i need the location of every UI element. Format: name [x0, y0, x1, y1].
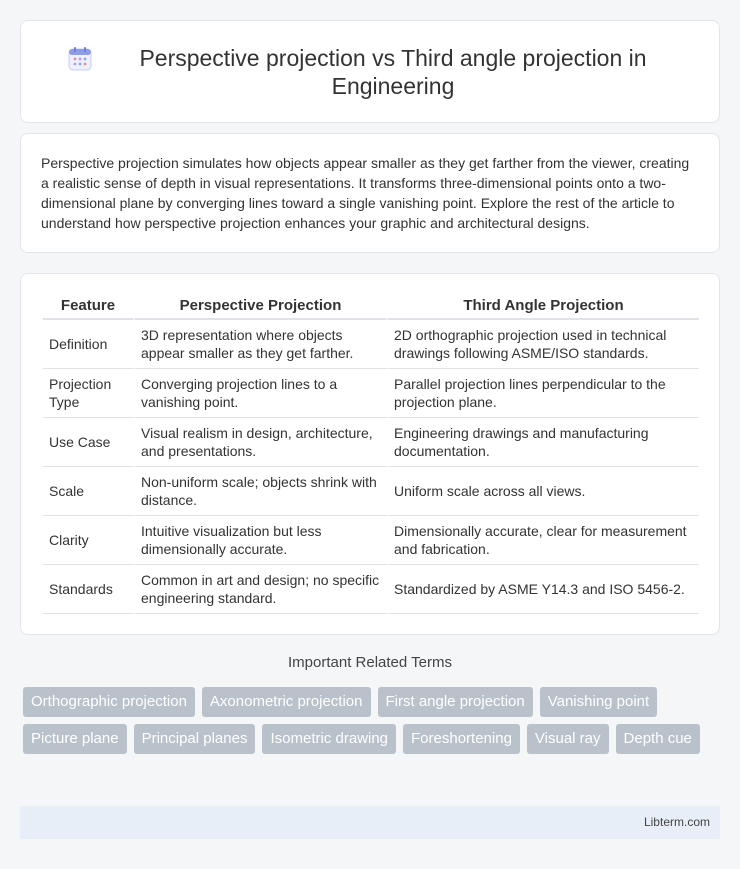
feature-cell: Clarity [43, 516, 135, 565]
column-header-feature: Feature [43, 294, 135, 320]
intro-card [20, 133, 720, 253]
perspective-cell: 3D representation where objects appear smaller as they get farther. [135, 320, 388, 369]
third-angle-cell: Dimensionally accurate, clear for measurement and fabrication. [388, 516, 699, 565]
table-row [43, 320, 699, 369]
related-terms-tags [23, 687, 723, 761]
tag-isometric-drawing[interactable]: Isometric drawing [262, 724, 396, 754]
intro-text: Perspective projection simulates how objects appear smaller as they get farther from the viewer, creating a realistic sense of depth in visual representations. It transforms three-dimensional points onto a two-dimensional plane by converging lines toward a single vanishing point. Explore the rest of the article to understand how perspective projection enhances your graphic and architectural designs. [41, 155, 690, 231]
perspective-cell: Converging projection lines to a vanishing point. [135, 369, 388, 418]
perspective-cell: Intuitive visualization but less dimensionally accurate. [135, 516, 388, 565]
tag-visual-ray[interactable]: Visual ray [527, 724, 609, 754]
calendar-icon [67, 46, 93, 72]
footer-site-link[interactable]: Libterm.com [643, 815, 710, 829]
table-row [43, 418, 699, 467]
feature-cell: Use Case [43, 418, 135, 467]
table-row [43, 369, 699, 418]
feature-cell: Projection Type [43, 369, 135, 418]
third-angle-cell: Uniform scale across all views. [388, 467, 699, 516]
perspective-cell: Visual realism in design, architecture, and presentations. [135, 418, 388, 467]
comparison-table [43, 294, 699, 614]
footer [20, 806, 720, 839]
third-angle-cell: 2D orthographic projection used in technical drawings following ASME/ISO standards. [388, 320, 699, 369]
table-row [43, 565, 699, 614]
feature-cell: Scale [43, 467, 135, 516]
tag-picture-plane[interactable]: Picture plane [23, 724, 127, 754]
column-header-third-angle: Third Angle Projection [388, 294, 699, 320]
tag-principal-planes[interactable]: Principal planes [134, 724, 256, 754]
tag-depth-cue[interactable]: Depth cue [616, 724, 700, 754]
perspective-cell: Non-uniform scale; objects shrink with distance. [135, 467, 388, 516]
table-row [43, 467, 699, 516]
tag-foreshortening[interactable]: Foreshortening [403, 724, 520, 754]
perspective-cell: Common in art and design; no specific engineering standard. [135, 565, 388, 614]
header-card [20, 20, 720, 123]
page-title: Perspective projection vs Third angle projection in Engineering [139, 44, 647, 99]
tag-axonometric-projection[interactable]: Axonometric projection [202, 687, 371, 717]
comparison-table-card [20, 273, 720, 635]
tag-orthographic-projection[interactable]: Orthographic projection [23, 687, 195, 717]
column-header-perspective: Perspective Projection [135, 294, 388, 320]
third-angle-cell: Parallel projection lines perpendicular to the projection plane. [388, 369, 699, 418]
related-terms-title: Important Related Terms [288, 654, 452, 671]
tag-vanishing-point[interactable]: Vanishing point [540, 687, 657, 717]
tag-first-angle-projection[interactable]: First angle projection [378, 687, 533, 717]
table-header-row [43, 294, 699, 320]
third-angle-cell: Engineering drawings and manufacturing documentation. [388, 418, 699, 467]
feature-cell: Standards [43, 565, 135, 614]
table-row [43, 516, 699, 565]
feature-cell: Definition [43, 320, 135, 369]
third-angle-cell: Standardized by ASME Y14.3 and ISO 5456-2. [388, 565, 699, 614]
